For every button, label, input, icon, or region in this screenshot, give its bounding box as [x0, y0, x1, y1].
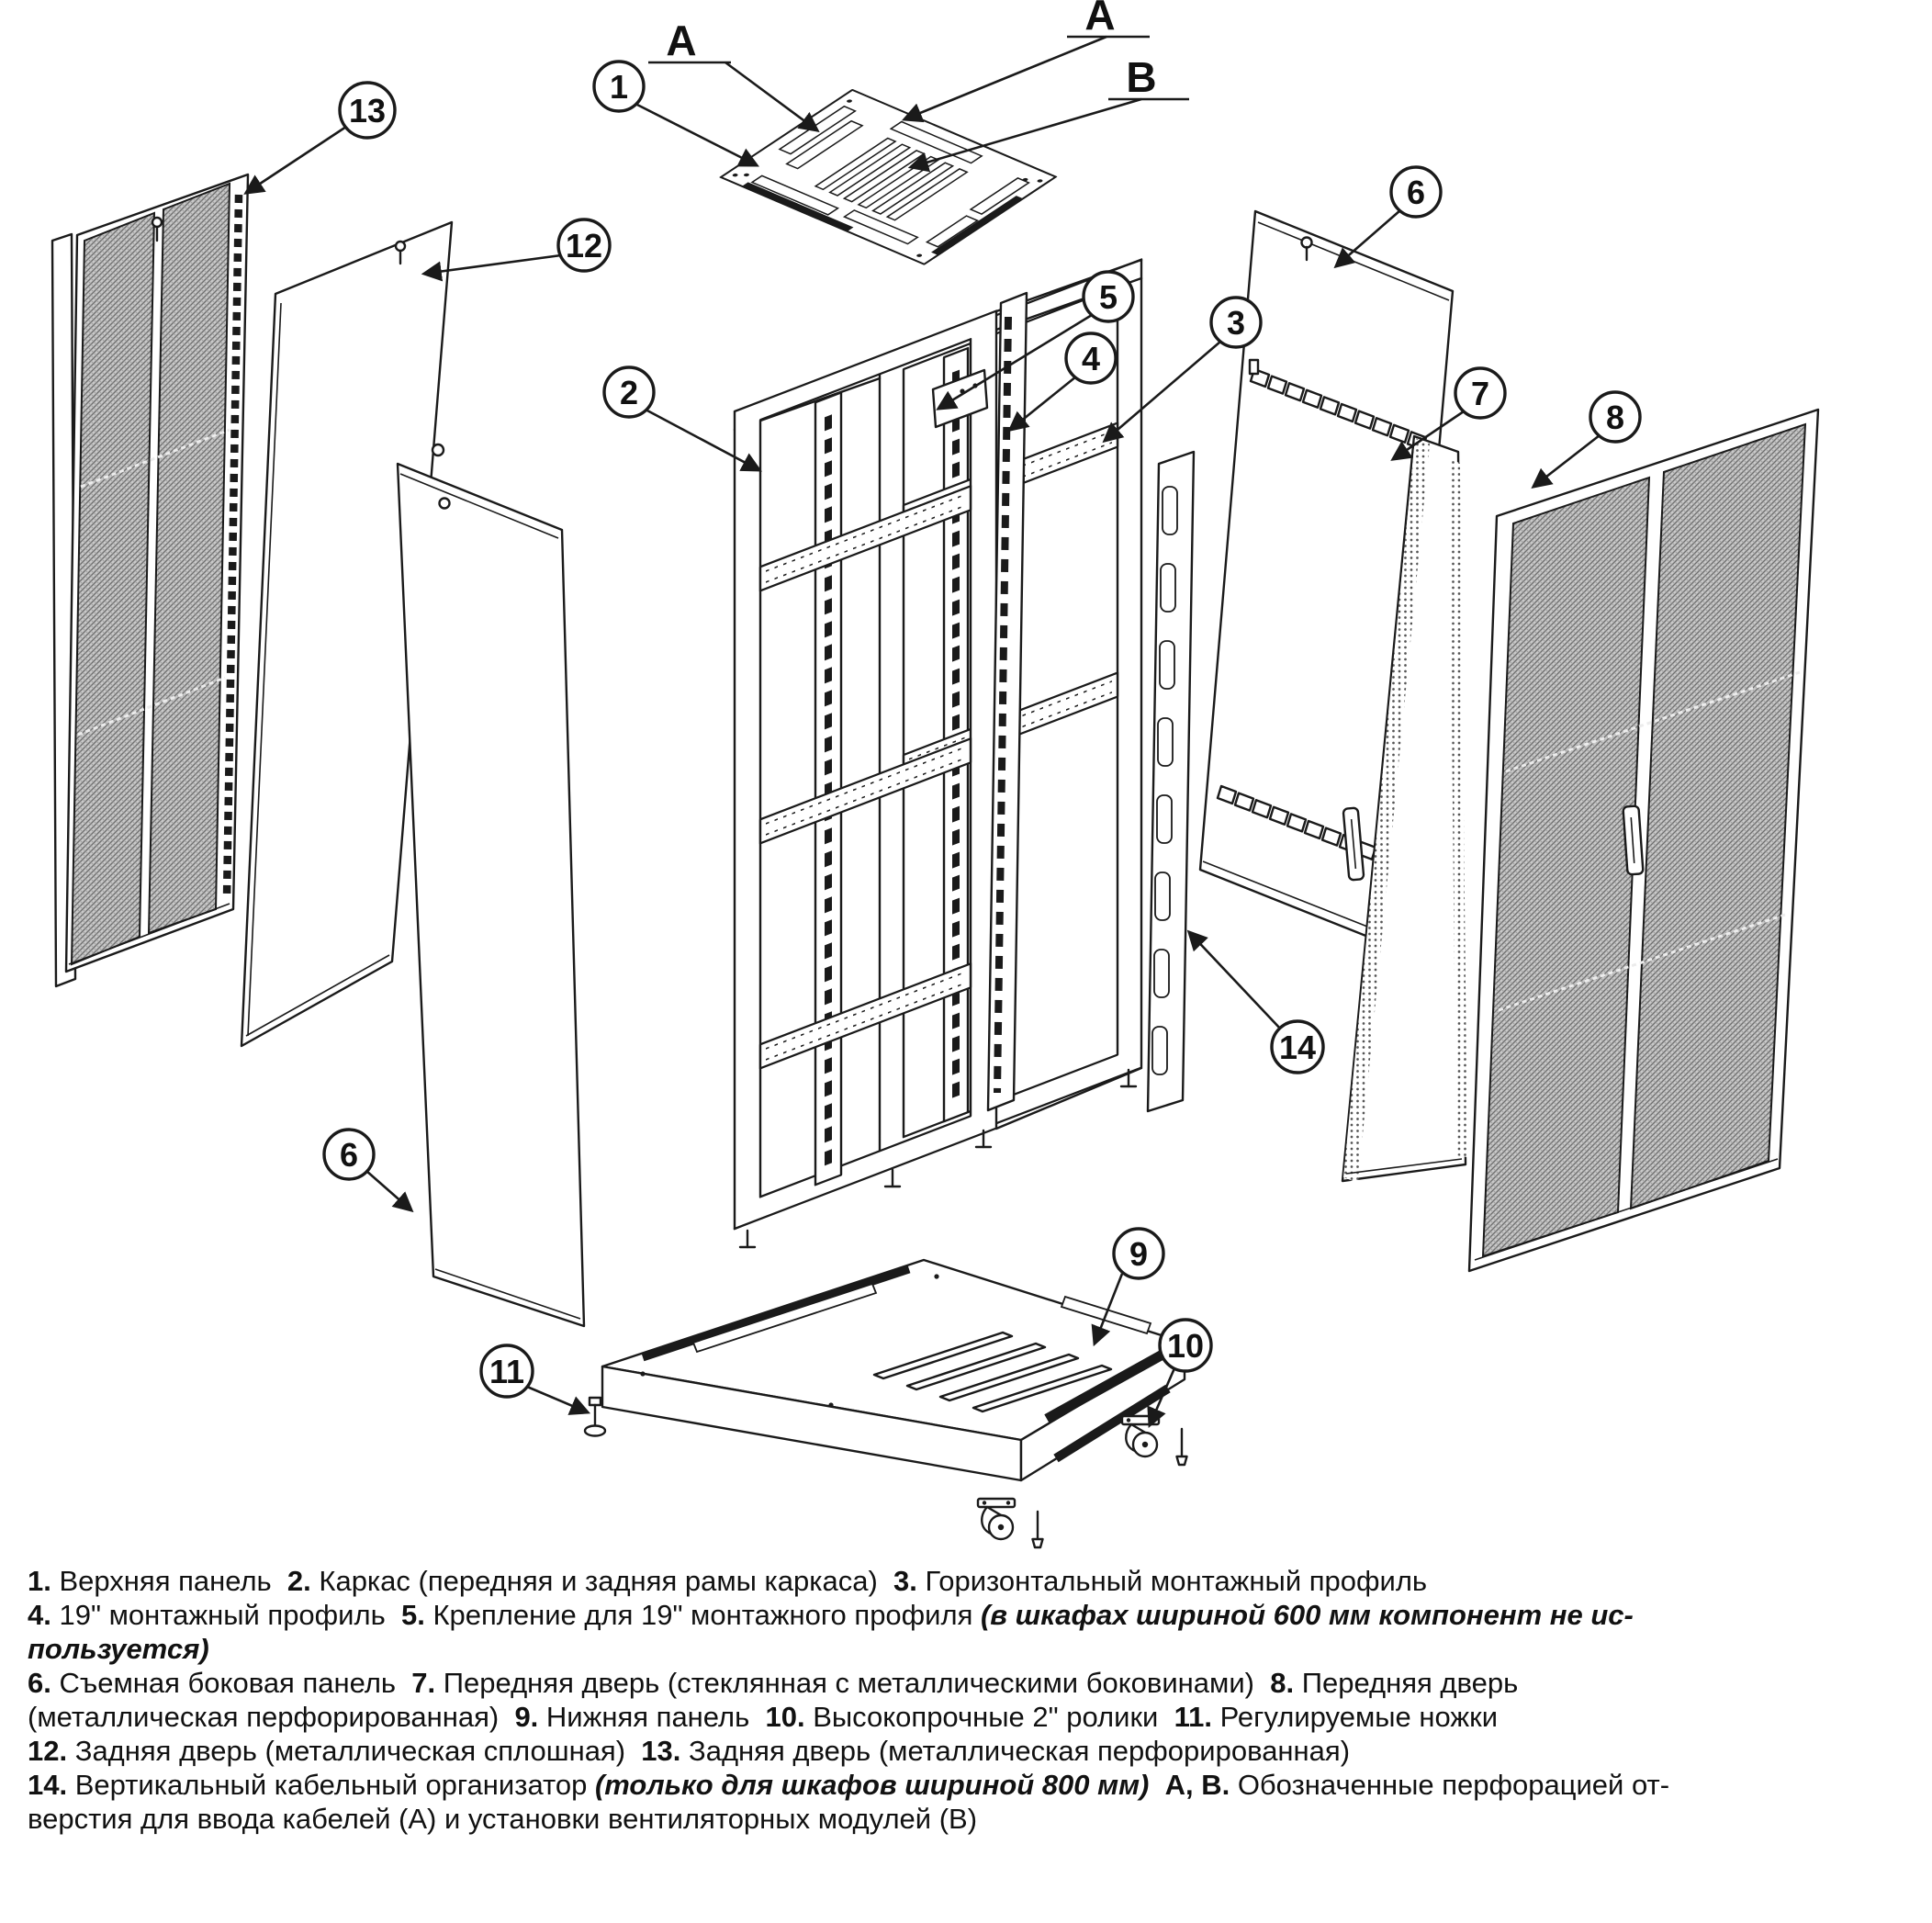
- legend-segment: 7.: [411, 1667, 436, 1699]
- legend-segment: Обозначенные перфорацией от-: [1230, 1769, 1670, 1801]
- callout-6a: [1391, 167, 1441, 217]
- legend-segment: 14.: [28, 1769, 68, 1801]
- legend-segment: 1.: [28, 1565, 51, 1597]
- legend-segment: (металлическая перфорированная): [28, 1701, 515, 1733]
- legend-segment: 9.: [514, 1701, 539, 1733]
- label-a2: [904, 0, 1150, 119]
- legend-segment: 5.: [400, 1599, 425, 1631]
- callout-7: [1455, 368, 1505, 418]
- callout-4: [1066, 333, 1116, 383]
- legend-segment: 12.: [28, 1735, 68, 1767]
- legend-segment: [1149, 1769, 1164, 1801]
- legend-line: [28, 1666, 1910, 1700]
- svg-text:6: 6: [1406, 174, 1426, 211]
- legend-segment: (только для шкафов шириной 800 мм): [594, 1769, 1150, 1801]
- legend-segment: 10.: [765, 1701, 805, 1733]
- legend-line: [28, 1632, 1910, 1666]
- legend-segment: 6.: [28, 1667, 51, 1699]
- legend-segment: Вертикальный кабельный организатор: [67, 1769, 595, 1801]
- legend-segment: 19" монтажный профиль: [51, 1599, 401, 1631]
- door-handle: [1623, 805, 1643, 874]
- svg-text:6: 6: [339, 1136, 359, 1174]
- legend-line: [28, 1734, 1910, 1768]
- legend-segment: Передняя дверь: [1294, 1667, 1519, 1699]
- svg-text:2: 2: [619, 374, 639, 411]
- svg-text:1: 1: [609, 68, 629, 106]
- legend-segment: 4.: [28, 1599, 51, 1631]
- legend-line: [28, 1700, 1910, 1734]
- legend-line: [28, 1802, 1910, 1836]
- callout-13: [340, 83, 395, 138]
- svg-text:10: 10: [1166, 1327, 1205, 1365]
- legend-segment: Верхняя панель: [51, 1565, 287, 1597]
- svg-text:3: 3: [1226, 304, 1246, 342]
- legend-segment: 2.: [286, 1565, 311, 1597]
- horizontal-profile-front: [760, 486, 971, 1068]
- legend-segment: Крепление для 19" монтажного профиля: [424, 1599, 981, 1631]
- legend-segment: (в шкафах шириной 600 мм компонент не ис-: [980, 1599, 1634, 1631]
- callout-10: [1160, 1320, 1211, 1371]
- callout-6b: [324, 1130, 374, 1179]
- svg-text:A: A: [666, 17, 697, 64]
- part-rear-door-perforated: [52, 174, 248, 986]
- legend-line: [28, 1598, 1910, 1632]
- svg-text:12: 12: [565, 227, 603, 264]
- svg-text:11: 11: [489, 1353, 525, 1390]
- legend-segment: 11.: [1174, 1701, 1212, 1733]
- svg-text:4: 4: [1081, 340, 1101, 377]
- svg-text:9: 9: [1129, 1235, 1149, 1273]
- legend-segment: A, B.: [1164, 1769, 1230, 1801]
- callout-12: [558, 219, 610, 271]
- svg-text:A: A: [1084, 0, 1116, 39]
- callout-8: [1590, 392, 1640, 442]
- legend-segment: Съемная боковая панель: [51, 1667, 412, 1699]
- callout-5: [1084, 272, 1133, 321]
- part-cable-organizer: [1148, 452, 1194, 1111]
- callout-11: [481, 1345, 533, 1397]
- legend-line: [28, 1768, 1910, 1802]
- svg-text:7: 7: [1470, 375, 1490, 412]
- part-front-door-perforated: [1469, 410, 1818, 1271]
- svg-text:5: 5: [1098, 278, 1118, 316]
- callout-14: [1272, 1021, 1323, 1073]
- part-bottom-panel: [602, 1260, 1185, 1480]
- legend-segment: пользуется): [28, 1633, 209, 1665]
- part-caster-right: [1122, 1416, 1187, 1465]
- svg-text:B: B: [1126, 53, 1157, 101]
- callout-3: [1211, 298, 1261, 347]
- legend-segment: Горизонтальный монтажный профиль: [916, 1565, 1428, 1597]
- legend: [28, 1564, 1910, 1836]
- legend-segment: Высокопрочные 2" ролики: [804, 1701, 1174, 1733]
- legend-segment: Нижняя панель: [538, 1701, 766, 1733]
- part-side-panel-left: [398, 464, 584, 1326]
- callout-1: [594, 62, 644, 111]
- callout-2: [604, 367, 654, 417]
- legend-line: [28, 1564, 1910, 1598]
- legend-segment: 8.: [1270, 1667, 1295, 1699]
- legend-segment: 13.: [641, 1735, 681, 1767]
- svg-text:14: 14: [1278, 1029, 1317, 1066]
- svg-text:13: 13: [348, 92, 387, 129]
- legend-segment: Каркас (передняя и задняя рамы каркаса): [310, 1565, 894, 1597]
- legend-segment: 3.: [893, 1565, 917, 1597]
- legend-segment: Регулируемые ножки: [1211, 1701, 1499, 1733]
- part-frame: [735, 260, 1194, 1247]
- label-a1: [648, 17, 817, 130]
- legend-segment: Задняя дверь (металлическая сплошная): [67, 1735, 642, 1767]
- svg-text:8: 8: [1605, 399, 1625, 436]
- callout-9: [1114, 1229, 1163, 1278]
- part-caster-center: [978, 1499, 1043, 1547]
- legend-segment: верстия для ввода кабелей (А) и установки вентиляторных модулей (В): [28, 1803, 978, 1835]
- legend-segment: Передняя дверь (стеклянная с металлическими боковинами): [435, 1667, 1271, 1699]
- part-top-panel: [721, 90, 1056, 264]
- legend-segment: Задняя дверь (металлическая перфорированная): [680, 1735, 1351, 1767]
